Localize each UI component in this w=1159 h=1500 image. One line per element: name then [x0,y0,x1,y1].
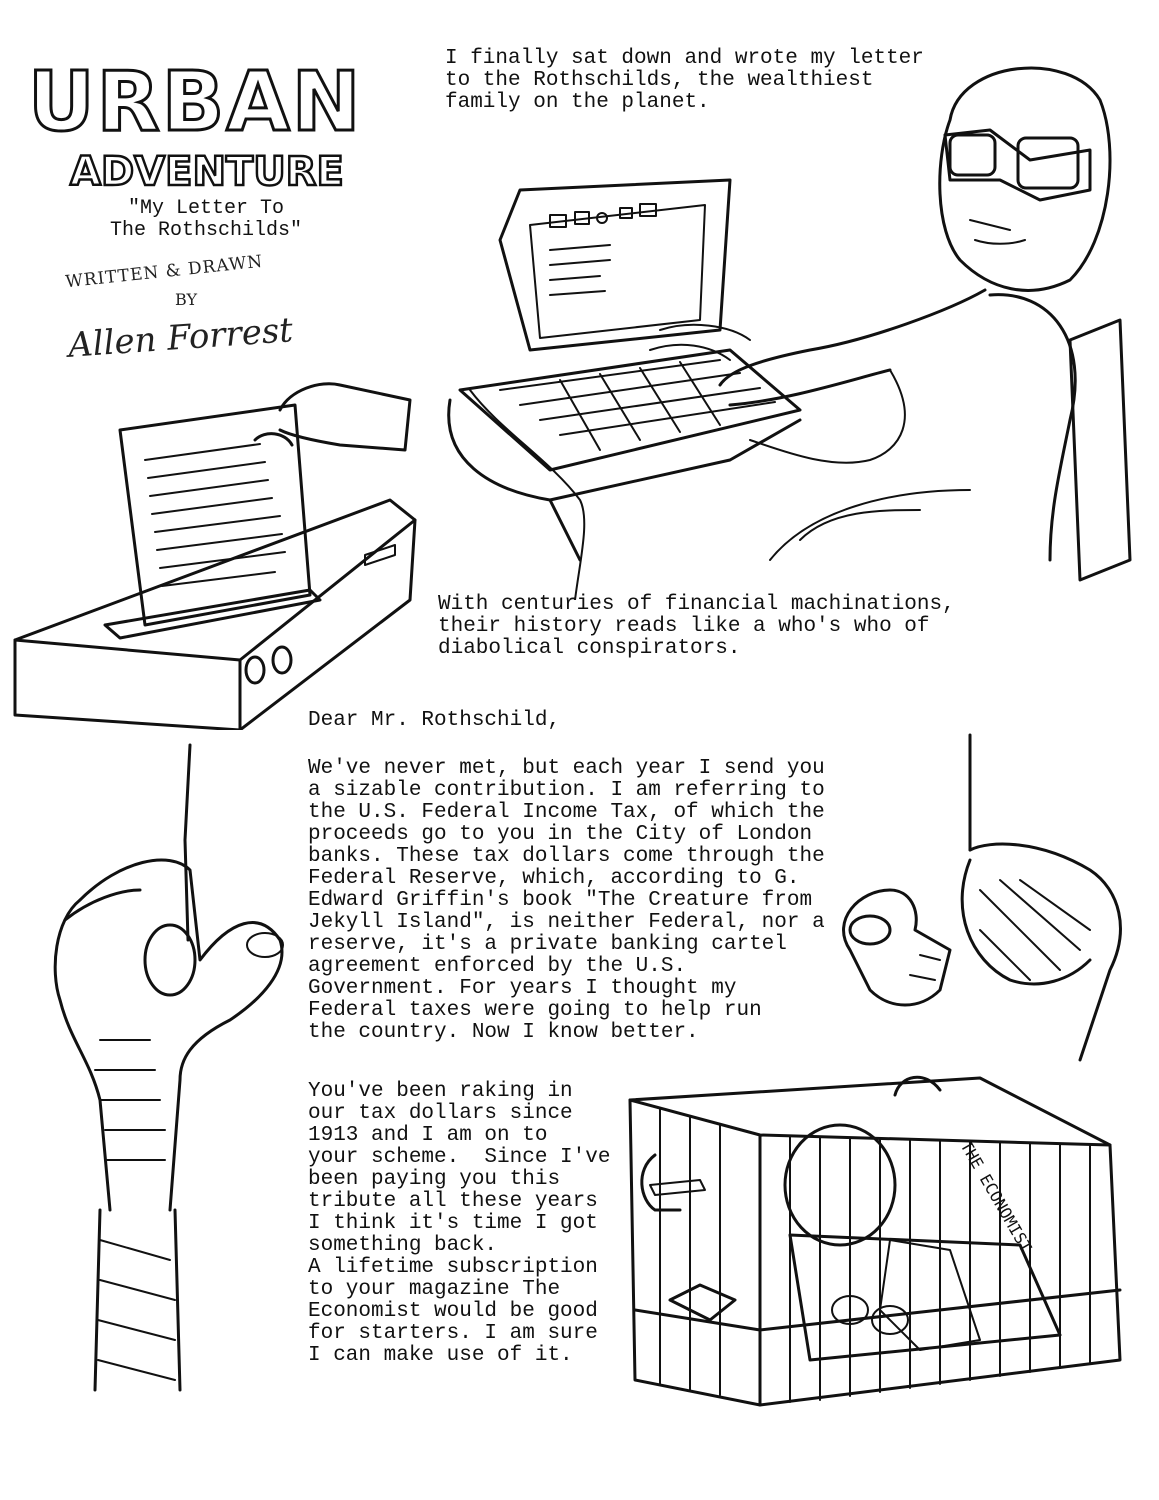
right-hand-illustration [830,730,1150,1090]
letter-paragraph-1: We've never met, but each year I send you a sizable contribution. I am referring to the U.S. Federal Income Tax, of which the proceeds go to you in the City of London banks. These tax dollars come through the Federal Reserve, which, according to G. Edward Griffin's book "The Creature from Jekyll Island", is neither Federal, nor a reserve, it's a private banking cartel agreement enforced by the U.S. Government. For years I thought my Federal taxes were going to help run the country. Now I know better. [308,757,825,1044]
cage-illustration [620,1060,1150,1480]
letter-paragraph-2: You've been raking in our tax dollars since 1913 and I am on to your scheme. Since I've been paying you this tribute all these years I think it's time I got something back. A lifetime subscription to your magazine The Economist would be good for starters. I am sure I can make use of it. [308,1080,611,1367]
comic-subtitle: "My Letter To The Rothschilds" [110,197,303,242]
man-at-laptop-illustration [430,40,1150,600]
logo-adventure: ADVENTURE [70,149,344,195]
credit-by: BY [175,290,198,309]
credit-written-drawn: WRITTEN & DRAWN [64,251,265,293]
caption-top: I finally sat down and wrote my letter to the Rothschilds, the wealthiest family on the planet. [445,47,924,114]
letter-salutation: Dear Mr. Rothschild, [308,709,561,732]
author-signature: Allen Forrest [66,310,295,366]
cage-newspaper-label: THE ECONOMIST [956,1137,1036,1256]
letter-in-machine-illustration [10,360,430,730]
logo-urban: URBAN [28,55,363,150]
left-hand-illustration [40,740,340,1400]
caption-mid: With centuries of financial machinations, their history reads like a who's who of diabolical conspirators. [438,593,955,660]
